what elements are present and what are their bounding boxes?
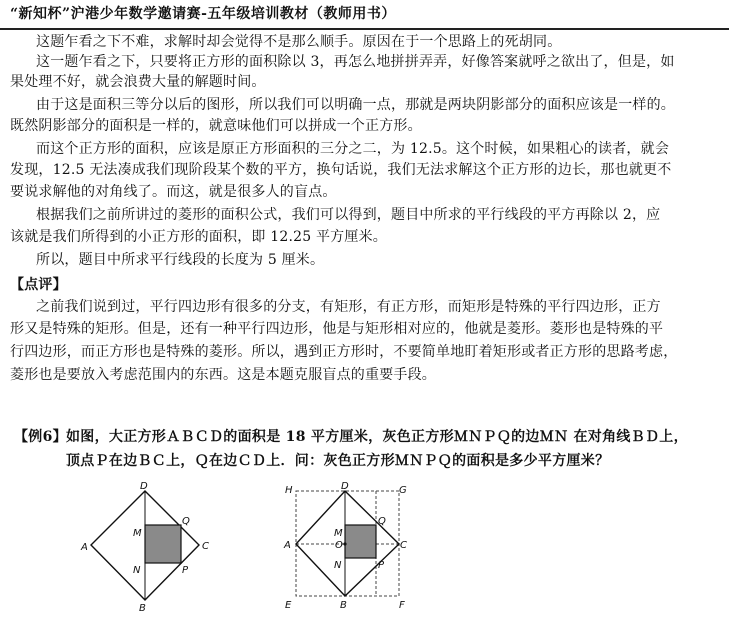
paragraph-line: 而这个正方形的面积，应该是原正方形面积的三分之二，为 12.5。这个时候，如果粗心的读者，就会	[36, 141, 670, 157]
paragraph-line: 由于这是面积三等分以后的图形，所以我们可以明确一点，那就是两块阴影部分的面积应该是一样的。	[36, 97, 675, 113]
label-e: E	[285, 600, 292, 611]
center-point-o	[343, 542, 346, 545]
comment-heading: 【点评】	[10, 277, 67, 293]
paragraph-line: 既然阴影部分的面积是一样的，就意味他们可以拼成一个正方形。	[10, 118, 422, 134]
label-m: M	[334, 528, 343, 539]
label-c: C	[400, 540, 407, 551]
page-header	[0, 0, 729, 30]
paragraph-line: 这题乍看之下不难，求解时却会觉得不是那么顺手。原因在于一个思路上的死胡同。	[36, 34, 562, 50]
paragraph-line: 这一题乍看之下，只要将正方形的面积除以 3，再怎么地拼拼弄弄，好像答案就呼之欲出了，但是，如	[36, 54, 675, 70]
label-b: B	[340, 600, 347, 611]
comment-line: 之前我们说到过，平行四边形有很多的分支，有矩形，有正方形，而矩形是特殊的平行四边形，正方	[36, 299, 661, 315]
label-f: F	[399, 600, 405, 611]
figure-1-diagram	[78, 480, 218, 615]
label-a: A	[81, 542, 88, 553]
label-p: P	[378, 560, 385, 571]
label-q: Q	[378, 516, 386, 527]
paragraph-line: 根据我们之前所讲过的菱形的面积公式，我们可以得到，题目中所求的平行线段的平方再除以 2，应	[36, 207, 661, 223]
paragraph-line: 发现，12.5 无法凑成我们现阶段某个数的平方，换句话说，我们无法求解这个正方形的边长，那也就更不	[10, 162, 672, 178]
figure-2-diagram	[283, 480, 408, 615]
label-n: N	[133, 565, 141, 576]
paragraph-line: 果处理不好，就会浪费大量的解题时间。	[10, 74, 266, 90]
label-g: G	[399, 485, 407, 496]
paragraph-line: 要说求解他的对角线了。而这，就是很多人的盲点。	[10, 184, 337, 200]
label-b: B	[139, 603, 146, 614]
label-p: P	[182, 565, 189, 576]
label-d: D	[140, 481, 148, 492]
example-label: 【例6】	[14, 429, 67, 445]
paragraph-line: 所以，题目中所求平行线段的长度为 5 厘米。	[36, 252, 325, 268]
paragraph-line: 该就是我们所得到的小正方形的面积，即 12.25 平方厘米。	[10, 229, 387, 245]
header-title: “新知杯”沪港少年数学邀请赛-五年级培训教材（教师用书）	[10, 6, 396, 22]
label-h: H	[285, 485, 293, 496]
shaded-square-mnpq	[345, 525, 376, 558]
example-question-line1: 如图，大正方形ＡＢＣＤ的面积是 18 平方厘米，灰色正方形ＭＮＰＱ的边ＭＮ 在对角线ＢＤ上，	[66, 429, 688, 445]
label-a: A	[284, 540, 291, 551]
label-c: C	[202, 541, 209, 552]
shaded-square-mnpq	[145, 525, 181, 563]
example-question-line2: 顶点Ｐ在边ＢＣ上，Ｑ在边ＣＤ上．问：灰色正方形ＭＮＰＱ的面积是多少平方厘米？	[66, 453, 610, 469]
label-o: O	[335, 540, 343, 551]
label-q: Q	[182, 516, 190, 527]
comment-line: 形又是特殊的矩形。但是，还有一种平行四边形，他是与矩形相对应的，他就是菱形。菱形也是特殊的平	[10, 321, 664, 337]
label-d: D	[341, 481, 349, 492]
label-n: N	[334, 560, 342, 571]
label-m: M	[133, 528, 142, 539]
comment-line: 行四边形，而正方形也是特殊的菱形。所以，遇到正方形时，不要简单地盯着矩形或者正方形的思路考虑，	[10, 344, 678, 360]
comment-line: 菱形也是要放入考虑范围内的东西。这是本题克服盲点的重要手段。	[10, 367, 436, 383]
